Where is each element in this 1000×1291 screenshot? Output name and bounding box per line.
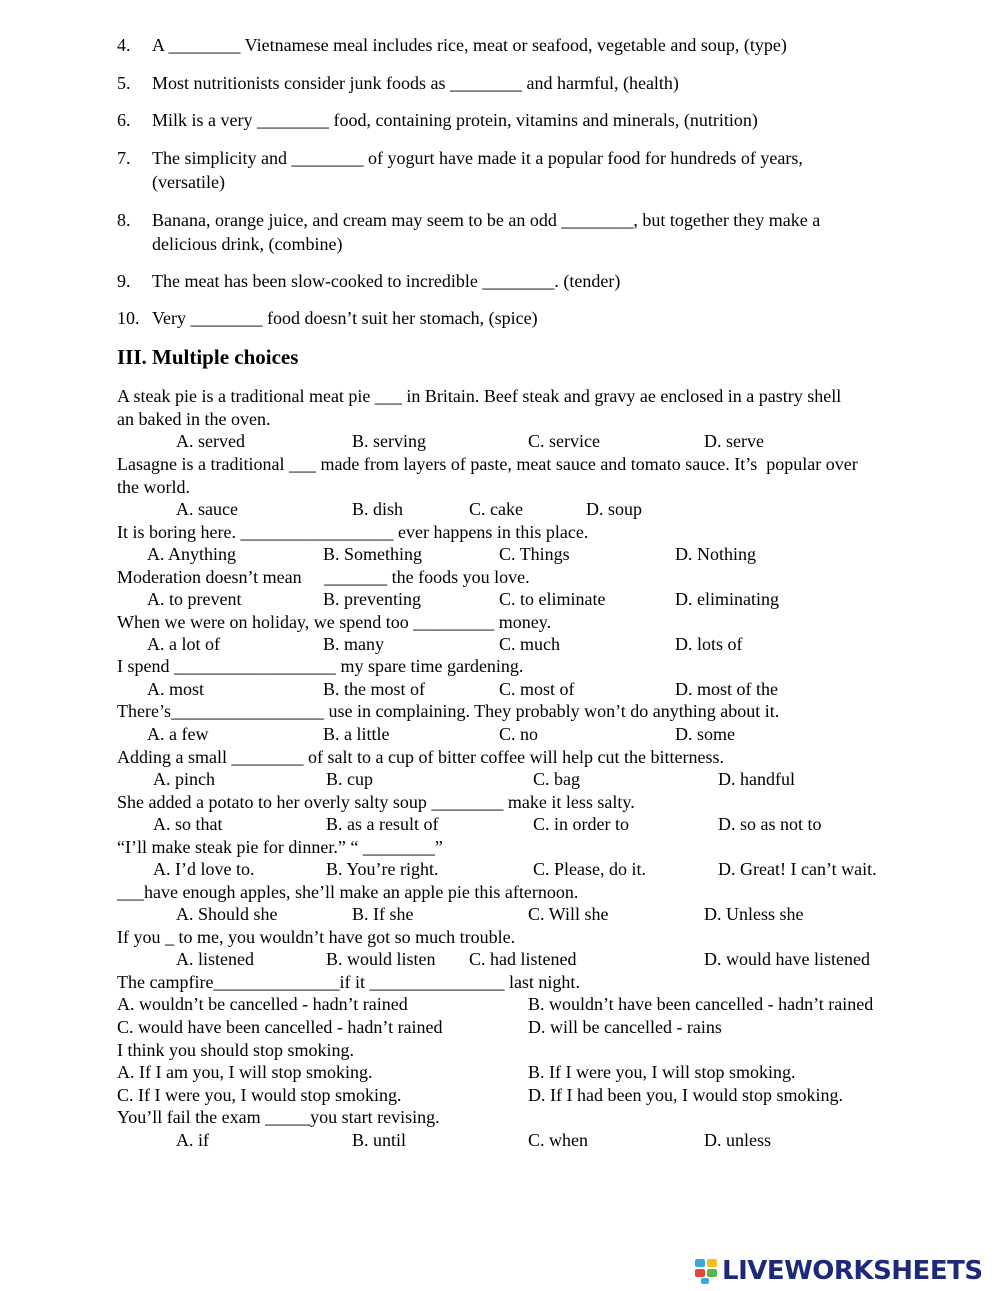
- option: D. soup: [586, 499, 643, 519]
- option: C. service: [528, 431, 600, 451]
- option: C. bag: [533, 769, 580, 789]
- item-number: 8.: [117, 210, 131, 230]
- option: D. eliminating: [675, 589, 779, 609]
- question-stem: She added a potato to her overly salty soup ________ make it less salty.: [117, 792, 635, 812]
- option: A. a few: [147, 724, 209, 744]
- option: C. had listened: [469, 949, 577, 969]
- option: B. the most of: [323, 679, 425, 699]
- question-stem: the world.: [117, 477, 190, 497]
- option: C. Things: [499, 544, 570, 564]
- option: B. would listen: [326, 949, 436, 969]
- option: B. If I were you, I will stop smoking.: [528, 1062, 796, 1082]
- item-number: 4.: [117, 35, 131, 55]
- option: A. so that: [153, 814, 223, 834]
- option: A. If I am you, I will stop smoking.: [117, 1062, 373, 1082]
- liveworksheets-logo: [695, 1254, 983, 1288]
- question-stem: A steak pie is a traditional meat pie ___ in Britain. Beef steak and gravy ae enclosed in a pastry shell: [117, 386, 842, 406]
- item-text: delicious drink, (combine): [152, 234, 343, 254]
- option: D. Unless she: [704, 904, 804, 924]
- option: C. Will she: [528, 904, 609, 924]
- item-text: Milk is a very ________ food, containing protein, vitamins and minerals, (nutrition): [152, 110, 758, 130]
- option: C. in order to: [533, 814, 629, 834]
- item-text: Banana, orange juice, and cream may seem to be an odd ________, but together they make a: [152, 210, 821, 230]
- option: A. Should she: [176, 904, 278, 924]
- question-stem: “I’ll make steak pie for dinner.” “ ________”: [117, 837, 443, 857]
- option: B. dish: [352, 499, 404, 519]
- option: D. Nothing: [675, 544, 756, 564]
- question-stem: ___have enough apples, she’ll make an apple pie this afternoon.: [117, 882, 579, 902]
- item-text: The meat has been slow-cooked to incredible ________. (tender): [152, 271, 621, 291]
- option: D. handful: [718, 769, 795, 789]
- option: C. Please, do it.: [533, 859, 646, 879]
- option: C. when: [528, 1130, 588, 1150]
- question-stem: Moderation doesn’t mean _______ the foods you love.: [117, 567, 530, 587]
- option: C. most of: [499, 679, 575, 699]
- question-stem: You’ll fail the exam _____you start revising.: [117, 1107, 440, 1127]
- option: B. a little: [323, 724, 390, 744]
- option: B. serving: [352, 431, 426, 451]
- option: D. unless: [704, 1130, 771, 1150]
- option: B. many: [323, 634, 384, 654]
- option: A. served: [176, 431, 245, 451]
- item-text: Most nutritionists consider junk foods as ________ and harmful, (health): [152, 73, 679, 93]
- option: D. most of the: [675, 679, 778, 699]
- question-stem: It is boring here. _________________ ever happens in this place.: [117, 522, 589, 542]
- option: C. much: [499, 634, 560, 654]
- question-stem: The campfire______________if it _______________ last night.: [117, 972, 580, 992]
- option: B. wouldn’t have been cancelled - hadn’t rained: [528, 994, 874, 1014]
- option: D. lots of: [675, 634, 743, 654]
- logo-text: LIVEWORKSHEETS: [722, 1256, 983, 1286]
- item-number: 10.: [117, 308, 140, 328]
- option: B. cup: [326, 769, 373, 789]
- option: A. if: [176, 1130, 209, 1150]
- option: A. most: [147, 679, 205, 699]
- option: A. pinch: [153, 769, 215, 789]
- option: B. Something: [323, 544, 423, 564]
- option: C. would have been cancelled - hadn’t rained: [117, 1017, 443, 1037]
- question-stem: When we were on holiday, we spend too _________ money.: [117, 612, 552, 632]
- option: B. as a result of: [326, 814, 439, 834]
- option: B. until: [352, 1130, 407, 1150]
- item-number: 6.: [117, 110, 131, 130]
- item-text: The simplicity and ________ of yogurt have made it a popular food for hundreds of years,: [152, 148, 803, 168]
- question-stem: There’s_________________ use in complaining. They probably won’t do anything about it.: [117, 701, 780, 721]
- item-text: A ________ Vietnamese meal includes rice, meat or seafood, vegetable and soup, (type): [152, 35, 787, 55]
- option: C. no: [499, 724, 539, 744]
- question-stem: Adding a small ________ of salt to a cup of bitter coffee will help cut the bitterness.: [117, 747, 725, 767]
- option: D. will be cancelled - rains: [528, 1017, 722, 1037]
- question-stem: Lasagne is a traditional ___ made from layers of paste, meat sauce and tomato sauce. It’s popular over: [117, 454, 858, 474]
- option: D. would have listened: [704, 949, 870, 969]
- option: A. listened: [176, 949, 254, 969]
- option: C. cake: [469, 499, 523, 519]
- option: D. serve: [704, 431, 764, 451]
- question-stem: I think you should stop smoking.: [117, 1040, 355, 1060]
- option: A. Anything: [147, 544, 237, 564]
- option: A. sauce: [176, 499, 238, 519]
- item-number: 7.: [117, 148, 131, 168]
- option: A. wouldn’t be cancelled - hadn’t rained: [117, 994, 408, 1014]
- option: B. You’re right.: [326, 859, 439, 879]
- question-stem: If you _ to me, you wouldn’t have got so much trouble.: [117, 927, 516, 947]
- section-title: III. Multiple choices: [117, 345, 299, 369]
- logo-mark-icon: [695, 1257, 719, 1285]
- option: B. If she: [352, 904, 414, 924]
- question-stem: an baked in the oven.: [117, 409, 271, 429]
- option: D. some: [675, 724, 735, 744]
- option: D. If I had been you, I would stop smoking.: [528, 1085, 843, 1105]
- option: B. preventing: [323, 589, 421, 609]
- item-number: 5.: [117, 73, 131, 93]
- item-number: 9.: [117, 271, 131, 291]
- question-stem: I spend __________________ my spare time gardening.: [117, 656, 524, 676]
- option: A. a lot of: [147, 634, 220, 654]
- option: C. If I were you, I would stop smoking.: [117, 1085, 402, 1105]
- option: A. I’d love to.: [153, 859, 255, 879]
- option: D. Great! I can’t wait.: [718, 859, 877, 879]
- item-text: (versatile): [152, 172, 225, 192]
- option: D. so as not to: [718, 814, 822, 834]
- item-text: Very ________ food doesn’t suit her stomach, (spice): [152, 308, 538, 328]
- option: C. to eliminate: [499, 589, 606, 609]
- option: A. to prevent: [147, 589, 242, 609]
